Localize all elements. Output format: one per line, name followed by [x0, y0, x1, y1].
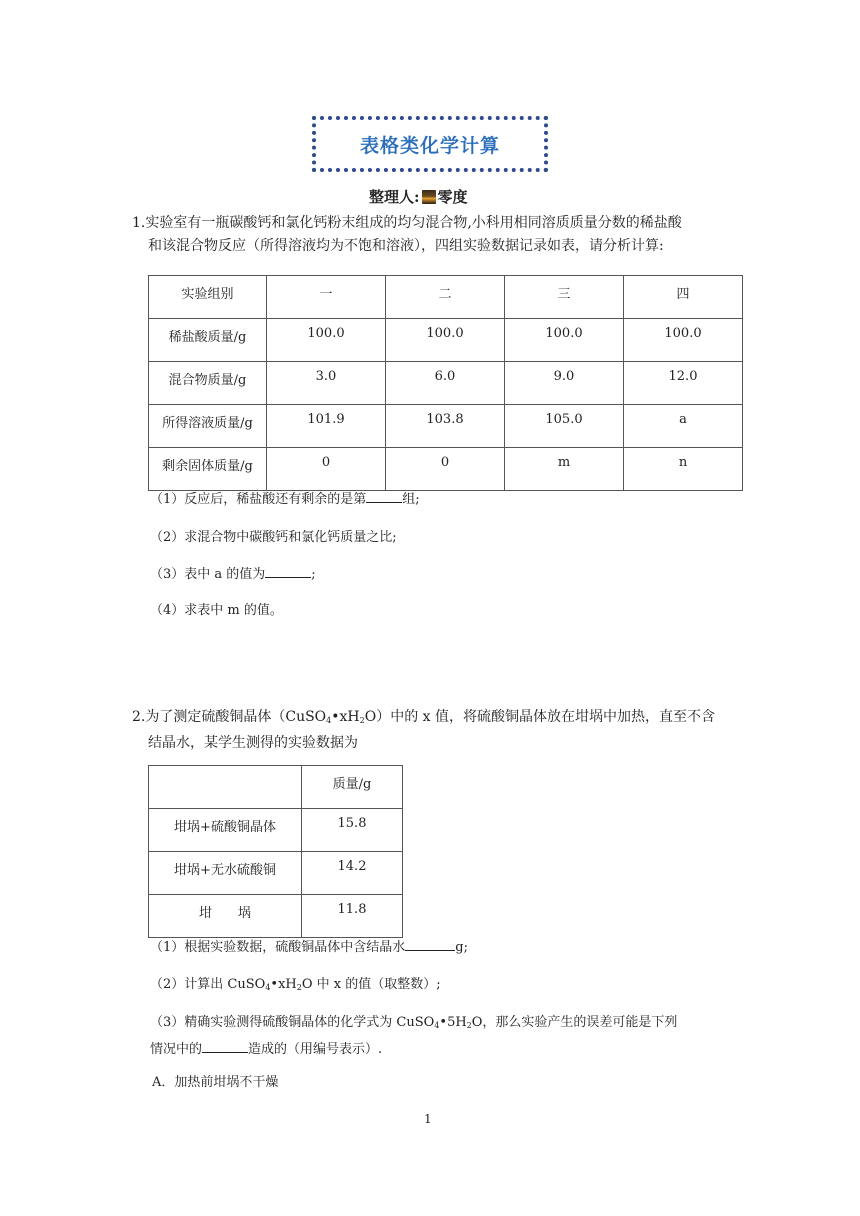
subscript: 2	[359, 716, 365, 725]
author-label: 整理人:	[369, 188, 420, 206]
answer-blank	[405, 936, 455, 951]
table-cell: 101.9	[267, 405, 386, 448]
table-header-row	[149, 766, 403, 809]
table-cell: 3.0	[267, 362, 386, 405]
subscript: 4	[265, 983, 271, 992]
table-cell: 质量/g	[302, 766, 403, 809]
table-cell: 二	[386, 276, 505, 319]
q2-s3-text: （3）精确实验测得硫酸铜晶体的化学式为 CuSO	[150, 1015, 435, 1030]
page-number: 1	[424, 1112, 432, 1126]
table-cell: 100.0	[267, 319, 386, 362]
q2-option-a: A．加热前坩埚不干燥	[152, 1075, 279, 1090]
author-name: 零度	[437, 188, 468, 206]
q2-subquestion-3	[150, 1011, 730, 1062]
table-cell: 坩 埚	[149, 895, 302, 938]
q2-s2-text: xH	[278, 977, 297, 992]
q1-subquestion-3	[150, 563, 316, 582]
table-cell: 三	[505, 276, 624, 319]
q1-s1-text: （1）反应后，稀盐酸还有剩余的是第	[150, 492, 367, 507]
dot: •	[439, 1015, 448, 1030]
q2-text: xH	[339, 709, 360, 725]
page-title: 表格类化学计算	[359, 134, 500, 157]
table-cell: 四	[624, 276, 743, 319]
table-cell: 6.0	[386, 362, 505, 405]
table-row	[149, 895, 403, 938]
question-2-line-1	[132, 706, 732, 732]
table-cell: 11.8	[302, 895, 403, 938]
table-cell: 100.0	[505, 319, 624, 362]
author-avatar-icon	[422, 190, 436, 204]
q1-subquestion-1	[150, 488, 420, 507]
table-row	[149, 319, 743, 362]
table-cell: 100.0	[624, 319, 743, 362]
table-cell: 坩埚+无水硫酸铜	[149, 852, 302, 895]
table-cell: 混合物质量/g	[149, 362, 267, 405]
author-line	[369, 186, 468, 207]
q2-s3-text: O，那么实验产生的误差可能是下列	[471, 1015, 678, 1030]
table-cell: 105.0	[505, 405, 624, 448]
subscript: 4	[434, 1021, 440, 1030]
q2-s1-text: （1）根据实验数据，硫酸铜晶体中含结晶水	[150, 940, 406, 955]
table-cell: 15.8	[302, 809, 403, 852]
subscript: 2	[296, 983, 302, 992]
dot: •	[331, 709, 340, 725]
q1-subquestion-2: （2）求混合物中碳酸钙和氯化钙质量之比;	[150, 530, 397, 545]
q2-text: 2.为了测定硫酸铜晶体（CuSO	[132, 709, 327, 725]
q2-s3-line-1	[150, 1011, 730, 1038]
q2-subquestion-1	[150, 936, 468, 955]
q2-s3-text: 5H	[447, 1015, 467, 1030]
subscript: 4	[326, 716, 332, 725]
title-box	[312, 116, 548, 172]
table-cell: 9.0	[505, 362, 624, 405]
question-1-line-1: 1.实验室有一瓶碳酸钙和氯化钙粉末组成的均匀混合物,小科用相同溶质质量分数的稀盐酸	[132, 215, 682, 231]
q2-subquestion-2	[150, 973, 441, 992]
table-cell: 一	[267, 276, 386, 319]
question-1-table	[148, 275, 743, 491]
q2-s3-line-2	[150, 1038, 730, 1062]
question-2-table	[148, 765, 403, 938]
table-cell: 稀盐酸质量/g	[149, 319, 267, 362]
table-cell: 0	[267, 448, 386, 491]
table-cell: m	[505, 448, 624, 491]
question-1-line-2: 和该混合物反应（所得溶液均为不饱和溶液），四组实验数据记录如表，请分析计算:	[148, 238, 664, 254]
q1-subquestion-4: （4）求表中 m 的值。	[150, 603, 283, 618]
question-2-line-2: 结晶水，某学生测得的实验数据为	[148, 735, 358, 751]
table-cell: 0	[386, 448, 505, 491]
table-cell: 坩埚+硫酸铜晶体	[149, 809, 302, 852]
table-row	[149, 809, 403, 852]
table-cell: a	[624, 405, 743, 448]
table-row	[149, 852, 403, 895]
table-cell: 剩余固体质量/g	[149, 448, 267, 491]
table-cell: 103.8	[386, 405, 505, 448]
subscript: 2	[466, 1021, 472, 1030]
answer-blank	[202, 1038, 248, 1053]
q2-s1-tail: g;	[455, 940, 468, 955]
answer-blank	[366, 488, 402, 503]
table-row	[149, 448, 743, 491]
table-header-row	[149, 276, 743, 319]
table-row	[149, 362, 743, 405]
table-cell: 14.2	[302, 852, 403, 895]
table-cell	[149, 766, 302, 809]
table-cell: 12.0	[624, 362, 743, 405]
question-1-stem	[132, 212, 732, 258]
q2-s3-text: 情况中的	[150, 1042, 203, 1057]
table-row	[149, 405, 743, 448]
table-cell: n	[624, 448, 743, 491]
q2-s2-text: O 中 x 的值（取整数）;	[301, 977, 441, 992]
table-cell: 实验组别	[149, 276, 267, 319]
table-cell: 100.0	[386, 319, 505, 362]
question-2-stem	[132, 706, 732, 755]
q2-s3-text: 造成的（用编号表示）.	[248, 1042, 383, 1057]
q2-text: O）中的 x 值，将硫酸铜晶体放在坩埚中加热，直至不含	[364, 709, 715, 725]
answer-blank	[265, 563, 311, 578]
q1-s3-tail: ;	[311, 567, 316, 582]
table-cell: 所得溶液质量/g	[149, 405, 267, 448]
q1-s1-tail: 组;	[402, 492, 420, 507]
q1-s3-text: （3）表中 a 的值为	[150, 567, 266, 582]
q2-s2-text: （2）计算出 CuSO	[150, 977, 266, 992]
dot: •	[270, 977, 279, 992]
